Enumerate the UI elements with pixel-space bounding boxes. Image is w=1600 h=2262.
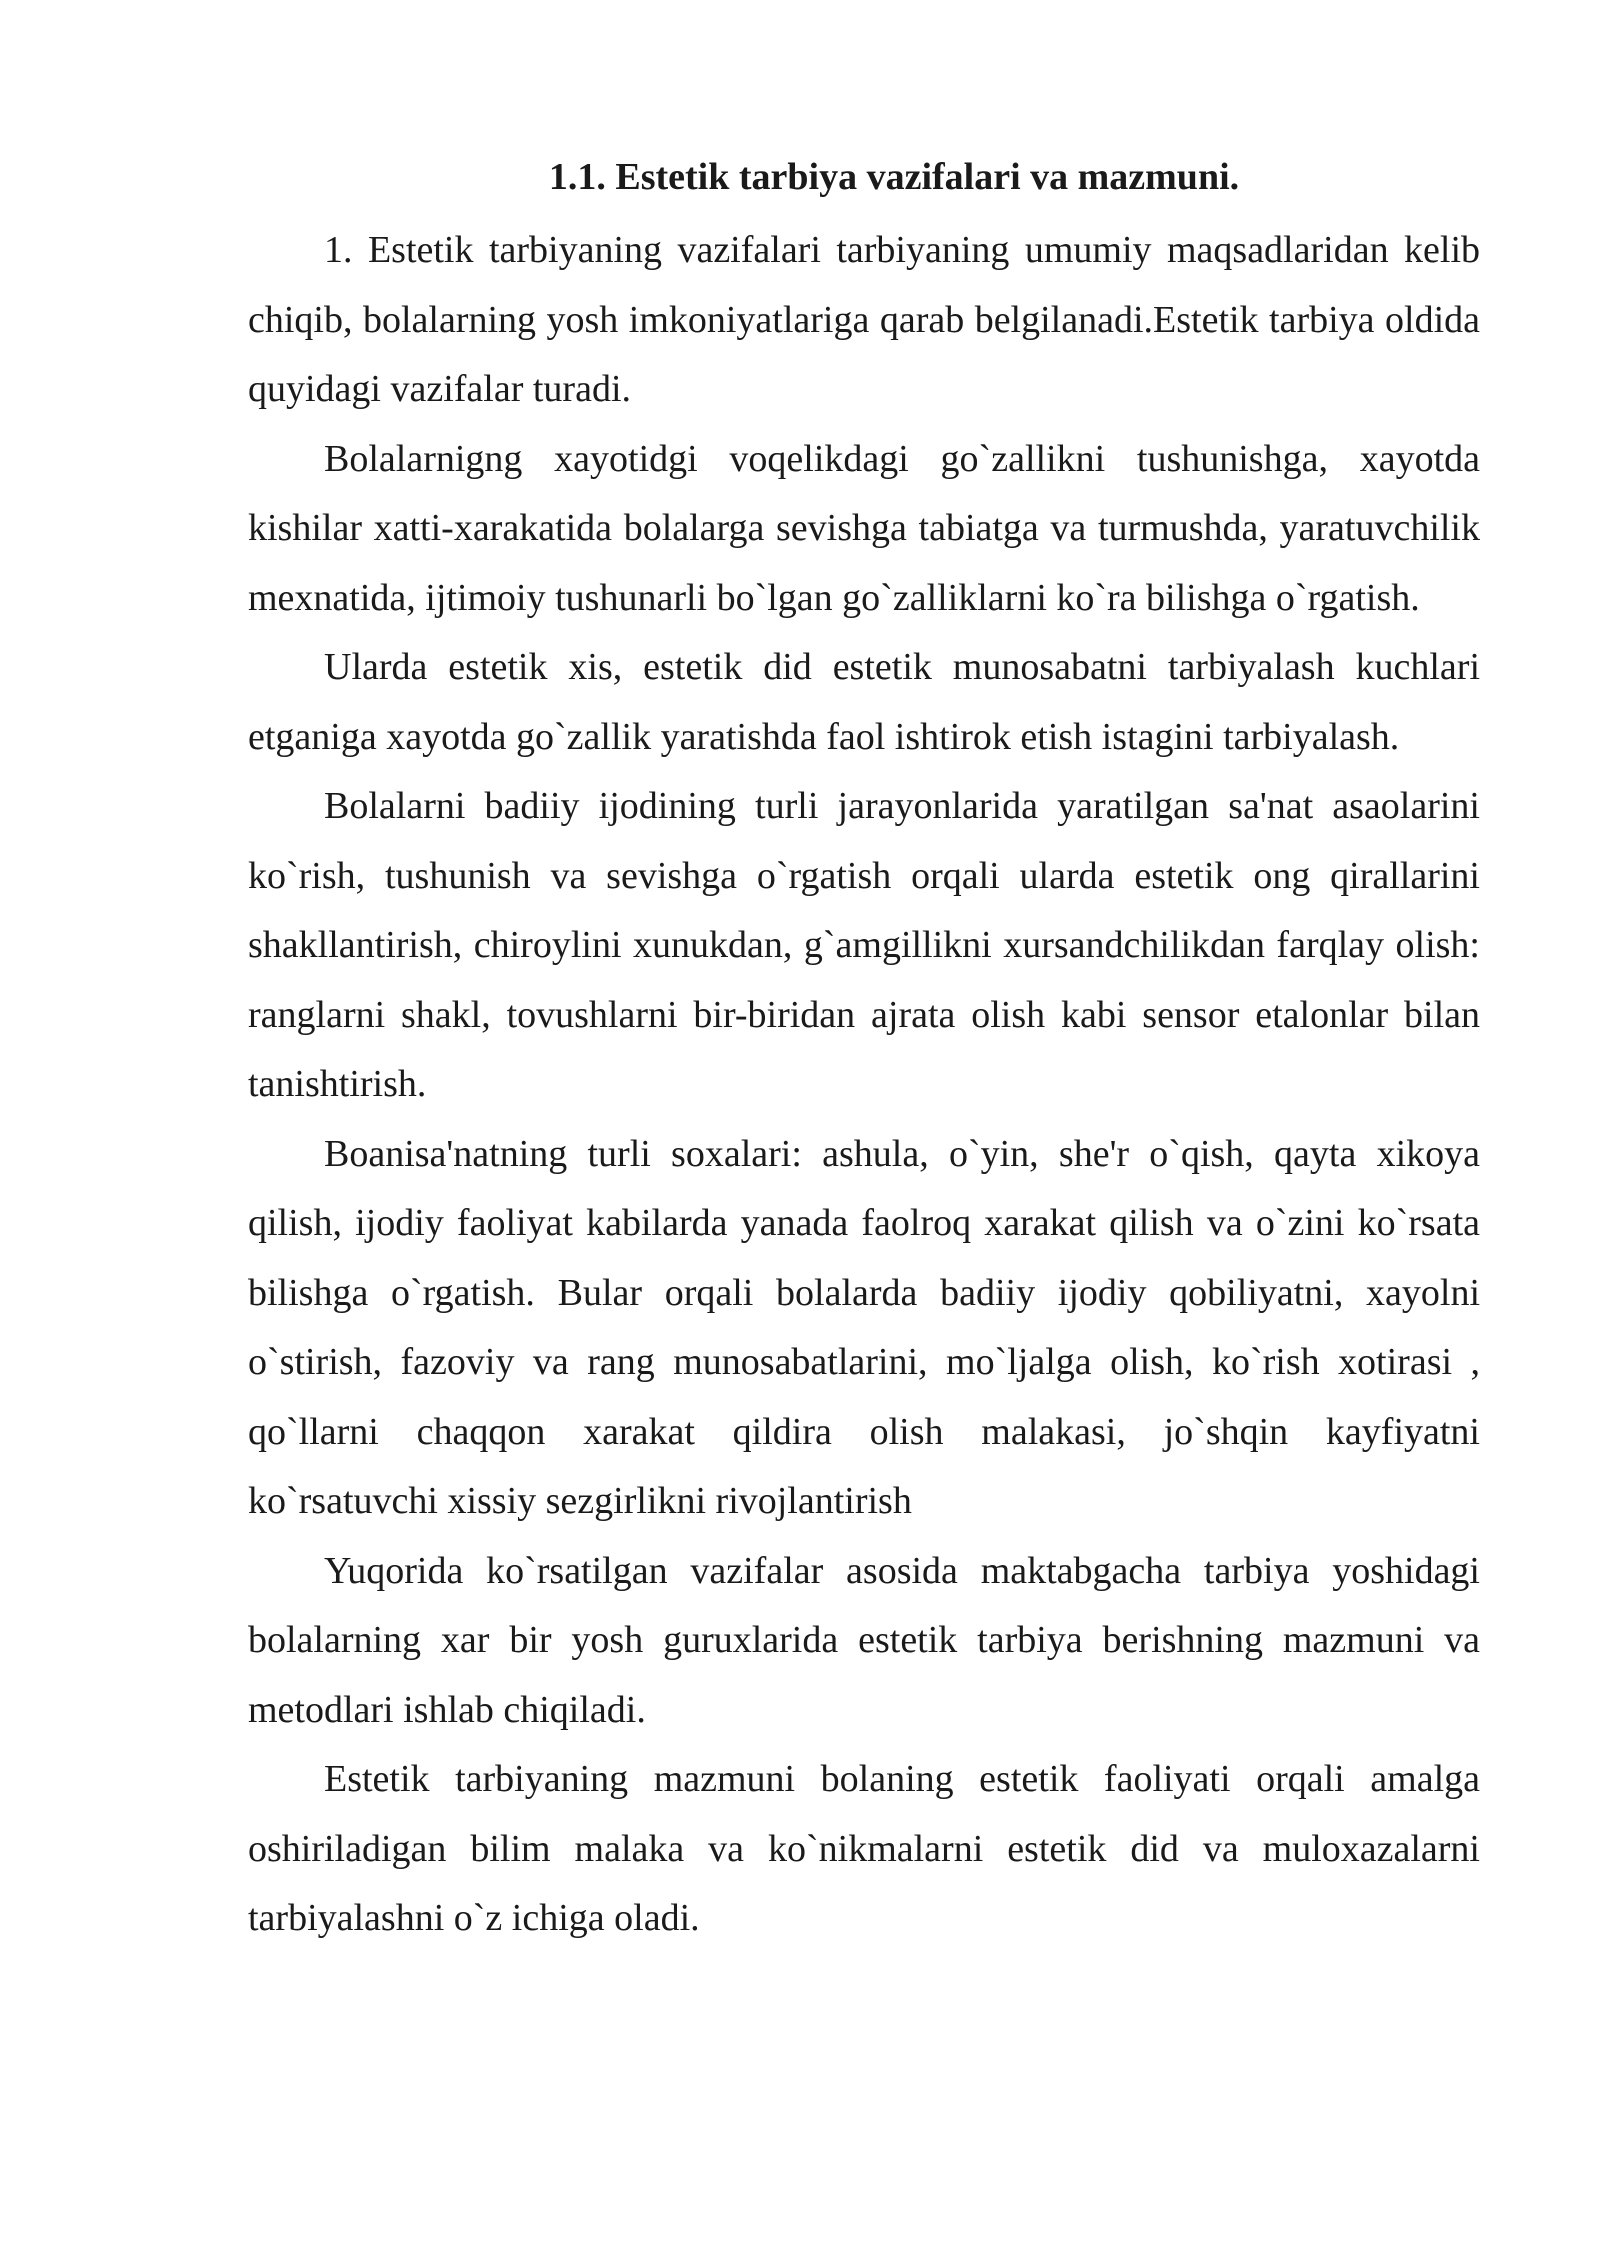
paragraph-2: Bolalarnigng xayotidgi voqelikdagi go`zallikni tushunishga, xayotda kishilar xatti-xarakatida bolalarga sevishga tabiatga va turmushda, yaratuvchilik mexnatida, ijtimoiy tushunarli bo`lgan go`zalliklarni ko`ra bilishga o`rgatish. [248, 437, 1480, 619]
paragraph-4: Bolalarni badiiy ijodining turli jarayonlarida yaratilgan sa'nat asaolarini ko`rish, tushunish va sevishga o`rgatish orqali ularda estetik ong qirallarini shakllantirish, chiroylini xunukdan, g`amgillikni xursandchilikdan farqlay olish: ranglarni shakl, tovushlarni bir-biridan ajrata olish kabi sensor etalonlar bilan tanishtirish. [248, 785, 1480, 1105]
paragraph-7: Estetik tarbiyaning mazmuni bolaning estetik faoliyati orqali amalga oshiriladigan bilim malaka va ko`nikmalarni estetik did va muloxazalarni tarbiyalashni o`z ichiga oladi. [248, 1758, 1480, 1939]
paragraph-5: Boanisa'natning turli soxalari: ashula, o`yin, she'r o`qish, qayta xikoya qilish, ijodiy faoliyat kabilarda yanada faolroq xarakat qilish va o`zini ko`rsata bilishga o`rgatish. Bular orqali bolalarda badiiy ijodiy qobiliyatni, xayolni o`stirish, fazoviy va rang munosabatlarini, mo`ljalga olish, ko`rish xotirasi , qo`llarni chaqqon xarakat qildira olish malakasi, jo`shqin kayfiyatni ko`rsatuvchi xissiy sezgirlikni rivojlantirish [248, 1132, 1480, 1522]
paragraph-1: 1. Estetik tarbiyaning vazifalari tarbiyaning umumiy maqsadlaridan kelib chiqib, bolalarning yosh imkoniyatlariga qarab belgilanadi.Estetik tarbiya oldida quyidagi vazifalar turadi. [248, 229, 1480, 410]
paragraph-6: Yuqorida ko`rsatilgan vazifalar asosida maktabgacha tarbiya yoshidagi bolalarning xar bir yosh guruxlarida estetik tarbiya berishning mazmuni va metodlari ishlab chiqiladi. [248, 1549, 1480, 1731]
section-title: 1.1. Estetik tarbiya vazifalari va mazmuni. [548, 156, 1240, 198]
document-body [248, 148, 1480, 1954]
paragraph-3: Ularda estetik xis, estetik did estetik munosabatni tarbiyalash kuchlari etganiga xayotda go`zallik yaratishda faol ishtirok etish istagini tarbiyalash. [248, 646, 1480, 758]
